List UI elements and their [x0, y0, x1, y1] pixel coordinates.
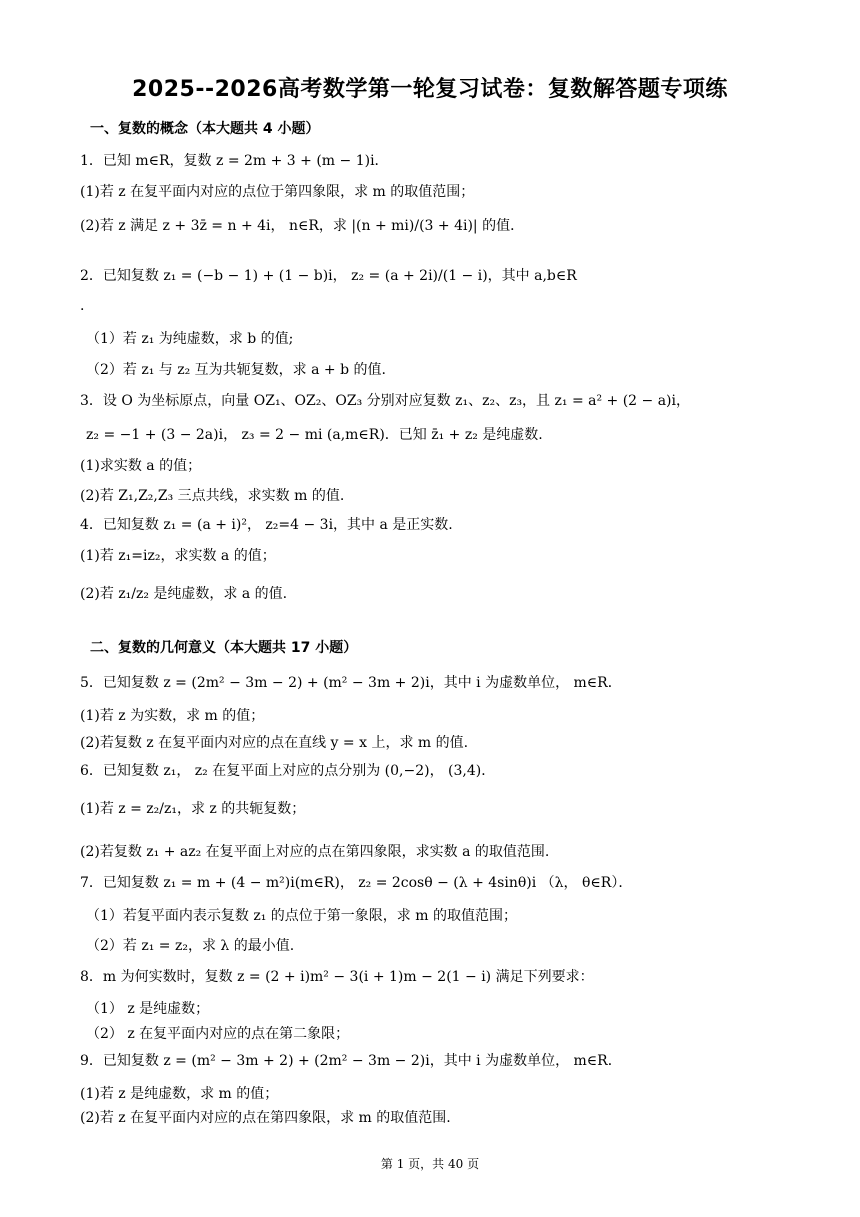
problem-2-part-1: （1）若 z₁ 为纯虚数，求 b 的值; [86, 331, 294, 347]
problem-8-part-1: （1） z 是纯虚数； [86, 1001, 210, 1017]
problem-3: 3．设 O 为坐标原点，向量 OZ₁、OZ₂、OZ₃ 分别对应复数 z₁、z₂、z₃，且 z₁ = a² + (2 − a)i， [80, 393, 690, 409]
page-footer: 第 1 页，共 40 页 [380, 1157, 480, 1171]
problem-4-part-1: (1)若 z₁=iz₂，求实数 a 的值； [80, 548, 276, 564]
problem-2: 2．已知复数 z₁ = (−b − 1) + (1 − b)i， z₂ = (a + 2i)/(1 − i)，其中 a,b∈R [80, 268, 577, 284]
section-heading-geometry: 二、复数的几何意义（本大题共 17 小题） [90, 640, 358, 656]
problem-6-part-1: (1)若 z = z₂/z₁，求 z 的共轭复数； [80, 801, 306, 817]
problem-7-part-2: （2）若 z₁ = z₂，求 λ 的最小值. [86, 938, 295, 954]
problem-8-part-2: （2） z 在复平面内对应的点在第二象限； [86, 1026, 350, 1042]
problem-3-part-2: (2)若 Z₁,Z₂,Z₃ 三点共线，求实数 m 的值. [80, 488, 345, 504]
problem-7-part-1: （1）若复平面内表示复数 z₁ 的点位于第一象限，求 m 的取值范围； [86, 908, 517, 924]
section-heading-concept: 一、复数的概念（本大题共 4 小题） [90, 121, 320, 137]
problem-2-dot: · [80, 302, 85, 318]
problem-7: 7．已知复数 z₁ = m + (4 − m²)i(m∈R)， z₂ = 2cosθ − (λ + 4sinθ)i （λ， θ∈R）． [80, 875, 633, 891]
problem-8: 8．m 为何实数时，复数 z = (2 + i)m² − 3(i + 1)m − 2(1 − i) 满足下列要求： [80, 969, 594, 985]
problem-9-part-2: (2)若 z 在复平面内对应的点在第四象限，求 m 的取值范围. [80, 1110, 451, 1126]
page-title: 2025--2026高考数学第一轮复习试卷：复数解答题专项练 [132, 77, 728, 102]
problem-2-part-2: （2）若 z₁ 与 z₂ 互为共轭复数，求 a + b 的值. [86, 362, 386, 378]
problem-1-part-2: (2)若 z 满足 z + 3z̄ = n + 4i， n∈R，求 |(n + mi)/(3 + 4i)| 的值． [80, 218, 525, 234]
problem-9: 9．已知复数 z = (m² − 3m + 2) + (2m² − 3m − 2)i，其中 i 为虚数单位， m∈R． [80, 1053, 622, 1069]
problem-5: 5．已知复数 z = (2m² − 3m − 2) + (m² − 3m + 2)i，其中 i 为虚数单位， m∈R． [80, 675, 622, 691]
problem-4-part-2: (2)若 z₁/z₂ 是纯虚数，求 a 的值. [80, 586, 288, 602]
problem-9-part-1: (1)若 z 是纯虚数，求 m 的值； [80, 1086, 279, 1102]
problem-1: 1．已知 m∈R，复数 z = 2m + 3 + (m − 1)i． [80, 153, 389, 169]
problem-5-part-2: (2)若复数 z 在复平面内对应的点在直线 y = x 上，求 m 的值. [80, 735, 469, 751]
problem-4: 4．已知复数 z₁ = (a + i)²， z₂=4 − 3i，其中 a 是正实数. [80, 517, 453, 533]
problem-1-part-1: (1)若 z 在复平面内对应的点位于第四象限，求 m 的取值范围； [80, 184, 475, 200]
problem-3-cont: z₂ = −1 + (3 − 2a)i， z₃ = 2 − mi (a,m∈R)．已知 z̄₁ + z₂ 是纯虚数. [86, 427, 543, 443]
problem-5-part-1: (1)若 z 为实数，求 m 的值； [80, 708, 265, 724]
problem-3-part-1: (1)求实数 a 的值； [80, 458, 202, 474]
problem-6: 6．已知复数 z₁， z₂ 在复平面上对应的点分别为 (0,−2)， (3,4)． [80, 763, 496, 779]
problem-6-part-2: (2)若复数 z₁ + az₂ 在复平面上对应的点在第四象限，求实数 a 的取值范围. [80, 844, 550, 860]
